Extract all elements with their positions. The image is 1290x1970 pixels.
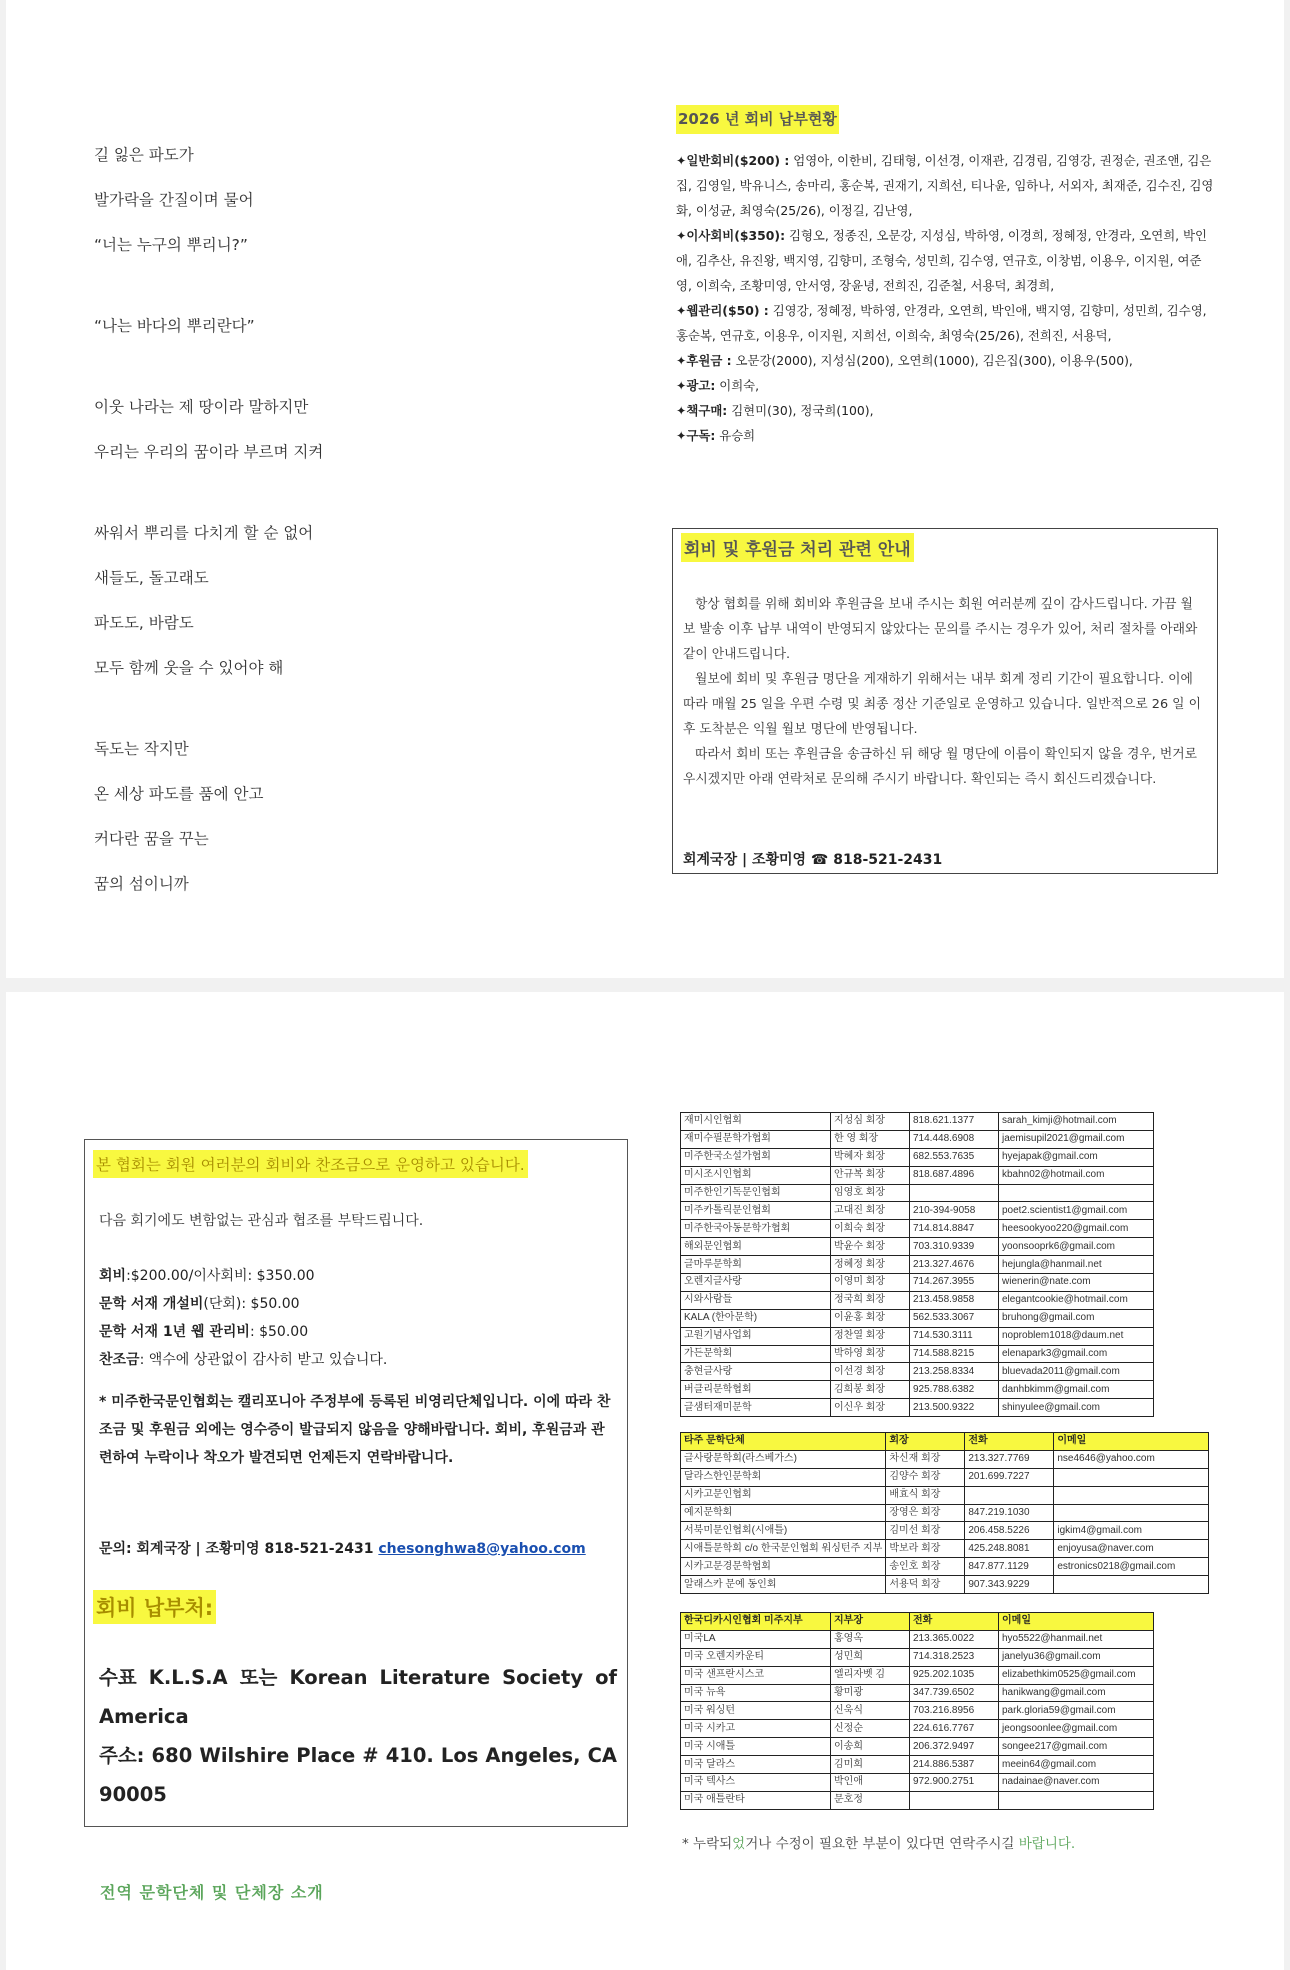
table-cell: wienerin@nate.com [999,1274,1154,1292]
notice-paragraph: 항상 협회를 위해 회비와 후원금을 보내 주시는 회원 여러분께 깊이 감사드립니다. 가끔 월보 발송 이후 납부 내역이 반영되지 않았다는 문의를 주시는 경우가 있어, 처리 절차를 아래와 같이 안내드립니다. [683,597,1198,662]
table-cell: 박혜자 회장 [831,1148,910,1166]
dues-item [676,348,1216,373]
fee-value: : 액수에 상관없이 감사히 받고 있습니다. [139,1352,388,1368]
table-row [681,1738,1154,1756]
table-cell: 시카고문경문학협회 [681,1558,886,1576]
table-cell: songee217@gmail.com [999,1738,1154,1756]
dues-item-label: ✦구독: [676,428,716,443]
table-cell: bluevada2011@gmail.com [999,1363,1154,1381]
table-cell: 703.216.8956 [910,1702,999,1720]
table-cell: 미국 달라스 [681,1756,831,1774]
table-cell: 안규복 회장 [831,1166,910,1184]
table-cell: 박하영 회장 [831,1345,910,1363]
table-cell: 엘리자벳 김 [831,1666,910,1684]
table-row [681,1666,1154,1684]
table-cell: 미국 시애틀 [681,1738,831,1756]
poem-line: 이웃 나라는 제 땅이라 말하지만 [94,398,309,416]
table-row [681,1450,1209,1468]
table-cell: 714.814.8847 [910,1220,999,1238]
table-cell: jaemisupil2021@gmail.com [999,1130,1154,1148]
dues-item-names: 유승희 [715,428,756,443]
table-cell: elizabethkim0525@gmail.com [999,1666,1154,1684]
table-cell: 글사랑문학회(라스베가스) [681,1450,886,1468]
poem-line: 새들도, 돌고래도 [94,569,209,587]
payment-title: 회비 납부처: [93,1590,216,1624]
table-row [681,1327,1154,1345]
poem-line: “나는 바다의 뿌리란다” [94,317,255,335]
table-cell: park.gloria59@gmail.com [999,1702,1154,1720]
table-cell: 해외문인협회 [681,1238,831,1256]
table-row [681,1522,1209,1540]
table-header-row [681,1433,1209,1451]
table-cell: 703.310.9339 [910,1238,999,1256]
table-cell: 미주한국아동문학가협회 [681,1220,831,1238]
dues-item [676,223,1216,298]
table-cell: 서북미문인협회(시애틀) [681,1522,886,1540]
table-cell: 이영미 회장 [831,1274,910,1292]
table-cell: 213.327.4676 [910,1256,999,1274]
dues-item-names: 엄영아, 이한비, 김태형, 이선경, 이재관, 김경림, 김영강, 권정순, 권조앤, 김은집, 김영일, 박유니스, 송마리, 홍순복, 권재기, 지희선, 티나윤, 임하나, 서외자, 최재준, 김수진, 김영화, 이성균, 최영숙(25/26), 이정길, 김난영, [676,153,1214,218]
table-cell: sarah_kimji@hotmail.com [999,1113,1154,1131]
table-row [681,1274,1154,1292]
table-cell: 214.886.5387 [910,1756,999,1774]
fee-row [99,1318,387,1346]
table-cell: 201.699.7227 [965,1468,1054,1486]
intro-banner: 본 협회는 회원 여러분의 회비와 찬조금으로 운영하고 있습니다. [93,1150,528,1178]
table-cell: 907.343.9229 [965,1576,1054,1594]
groups-intro-heading: 전역 문학단체 및 단체장 소개 [100,1883,324,1902]
notice-contact: 회계국장 | 조황미영 ☎ 818-521-2431 [683,852,943,868]
poem-line: 온 세상 파도를 품에 안고 [94,785,264,803]
table-cell: 213.327.7769 [965,1450,1054,1468]
table-cell: 213.258.8334 [910,1363,999,1381]
table-cell: elegantcookie@hotmail.com [999,1291,1154,1309]
poem [94,140,614,914]
table-row [681,1238,1154,1256]
table-row [681,1363,1154,1381]
table-cell: kbahn02@hotmail.com [999,1166,1154,1184]
notice-body [683,592,1205,792]
table-cell: bruhong@gmail.com [999,1309,1154,1327]
table-cell: 예지문학회 [681,1504,886,1522]
table-cell: shinyulee@gmail.com [999,1399,1154,1417]
table-row [681,1576,1209,1594]
dues-status-title: 2026 년 회비 납부현황 [676,105,839,134]
table-cell: 시애틀문학회 c/o 한국문인협회 워싱턴주 지부 [681,1540,886,1558]
contact-label: 문의: 회계국장 | 조황미영 818-521-2431 [99,1541,379,1557]
table-cell: nadainae@naver.com [999,1774,1154,1792]
contact-line [99,1538,586,1558]
table-cell: 206.372.9497 [910,1738,999,1756]
table-cell: 이선경 회장 [831,1363,910,1381]
table-cell: 정국희 회장 [831,1291,910,1309]
table-cell: danhbkimm@gmail.com [999,1381,1154,1399]
table-cell: 박인애 [831,1774,910,1792]
table-cell: 정찬열 회장 [831,1327,910,1345]
table-cell: 임영호 회장 [831,1184,910,1202]
table-row [681,1558,1209,1576]
table-cell: 이윤홍 회장 [831,1309,910,1327]
table-cell: 알래스카 문예 동인회 [681,1576,886,1594]
table-cell [965,1486,1054,1504]
table-row [681,1291,1154,1309]
table-cell: 박윤수 회장 [831,1238,910,1256]
table-row [681,1648,1154,1666]
table-cell: 682.553.7635 [910,1148,999,1166]
request-text: 다음 회기에도 변함없는 관심과 협조를 부탁드립니다. [99,1213,424,1229]
table-cell: 213.458.9858 [910,1291,999,1309]
table-header-cell: 회장 [886,1433,965,1451]
table-cell: 714.318.2523 [910,1648,999,1666]
table-cell [1054,1576,1209,1594]
notice-title: 회비 및 후원금 처리 관련 안내 [681,533,914,562]
notice-paragraph: 따라서 회비 또는 후원금을 송금하신 뒤 해당 월 명단에 이름이 확인되지 않을 경우, 번거로우시겠지만 아래 연락처로 문의해 주시기 바랍니다. 확인되는 즉시 회신드리겠습니다. [683,747,1197,787]
table-cell: hanikwang@gmail.com [999,1684,1154,1702]
table-cell: 213.365.0022 [910,1630,999,1648]
table-cell: 홍영옥 [831,1630,910,1648]
membership-info-box [84,1139,628,1827]
table-cell: 818.687.4896 [910,1166,999,1184]
table-cell: 562.533.3067 [910,1309,999,1327]
contact-email-link[interactable]: chesonghwa8@yahoo.com [378,1541,586,1557]
fee-value: : $50.00 [249,1324,309,1340]
table-cell: 문호정 [831,1791,910,1809]
fee-label: 문학 서재 개설비 [99,1296,204,1312]
table-cell [1054,1486,1209,1504]
out-of-state-groups-table [680,1432,1209,1594]
table-cell: 210-394-9058 [910,1202,999,1220]
table-cell: 서용덕 회장 [886,1576,965,1594]
table-cell: 이송희 [831,1738,910,1756]
table-cell: 송인호 회장 [886,1558,965,1576]
table-cell: 714.530.3111 [910,1327,999,1345]
table-cell: 가든문학회 [681,1345,831,1363]
fee-list [99,1262,387,1374]
fee-row [99,1346,387,1374]
dues-item-names: 김현미(30), 정국희(100), [727,403,874,418]
table-cell: 347.739.6502 [910,1684,999,1702]
dues-item [676,398,1216,423]
table-cell [1054,1504,1209,1522]
table-cell: 미국 텍사스 [681,1774,831,1792]
table-cell: 미국 워싱턴 [681,1702,831,1720]
table-cell: 장영은 회장 [886,1504,965,1522]
dues-item-label: ✦이사회비($350): [676,228,786,243]
table-cell: igkim4@gmail.com [1054,1522,1209,1540]
fee-label: 문학 서재 1년 웹 관리비 [99,1324,250,1340]
table-cell: 224.616.7767 [910,1720,999,1738]
table-cell: hyejapak@gmail.com [999,1148,1154,1166]
poem-line: 독도는 작지만 [94,740,189,758]
table-row [681,1791,1154,1809]
table-cell: 시카고문인협회 [681,1486,886,1504]
table-cell: 시와사람들 [681,1291,831,1309]
dues-item-names: 오문강(2000), 지성심(200), 오연희(1000), 김은집(300), 이용우(500), [731,353,1133,368]
poem-stanza-gap [94,275,614,311]
poem-stanza-gap [94,482,614,518]
table-cell: enjoyusa@naver.com [1054,1540,1209,1558]
table-cell: yoonsooprk6@gmail.com [999,1238,1154,1256]
table-cell: 미주한인기독문인협회 [681,1184,831,1202]
table-row [681,1399,1154,1417]
table-cell: 글마루문학회 [681,1256,831,1274]
table-cell [910,1791,999,1809]
dues-item-names: 김영강, 정혜정, 박하영, 안경라, 오연희, 박인애, 백지영, 김향미, 성민희, 김수영, 홍순복, 연규호, 이용우, 이지원, 지희선, 이희숙, 최영숙(25/26), 전희진, 서용덕, [676,303,1207,343]
table-cell: 미국 오렌지카운티 [681,1648,831,1666]
table-cell: 미시조시인협회 [681,1166,831,1184]
table-row [681,1468,1209,1486]
dues-item [676,298,1216,348]
poem-line: 모두 함께 웃을 수 있어야 해 [94,659,284,677]
poem-line: 꿈의 섬이니까 [94,875,189,893]
table-cell: poet2.scientist1@gmail.com [999,1202,1154,1220]
poem-line: “너는 누구의 뿌리니?” [94,236,248,254]
payment-details [99,1658,617,1814]
table-cell: 미주한국소설가협회 [681,1148,831,1166]
table-cell: 고대진 회장 [831,1202,910,1220]
poem-line: 길 잃은 파도가 [94,146,194,164]
table-footnote: * 누락되었거나 수정이 필요한 부분이 있다면 연락주시길 바랍니다. [682,1836,1076,1852]
table-cell: 김희봉 회장 [831,1381,910,1399]
table-cell: 신욱식 [831,1702,910,1720]
table-cell: 김미희 [831,1756,910,1774]
table-cell: meein64@gmail.com [999,1756,1154,1774]
table-cell [999,1184,1154,1202]
table-cell: 847.219.1030 [965,1504,1054,1522]
table-cell [910,1184,999,1202]
table-cell: 714.267.3955 [910,1274,999,1292]
table-header-cell: 지부장 [831,1613,910,1631]
table-cell: 오렌지글사랑 [681,1274,831,1292]
table-header-cell: 이메일 [999,1613,1154,1631]
table-row [681,1720,1154,1738]
table-cell: KALA (한아문학) [681,1309,831,1327]
table-cell: elenapark3@gmail.com [999,1345,1154,1363]
table-cell: 925.788.6382 [910,1381,999,1399]
dues-status [676,105,1216,448]
notice-paragraph: 월보에 회비 및 후원금 명단을 게재하기 위해서는 내부 회계 정리 기간이 필요합니다. 이에 따라 매월 25 일을 우편 수령 및 최종 정산 기준일로 운영하고 있습니다. 일반적으로 26 일 이후 도착분은 익월 월보 명단에 반영됩니다. [683,672,1201,737]
table-cell: 206.458.5226 [965,1522,1054,1540]
dues-item [676,423,1216,448]
fee-row [99,1262,387,1290]
table-row [681,1166,1154,1184]
table-row [681,1220,1154,1238]
table-cell: 714.448.6908 [910,1130,999,1148]
dues-status-list [676,148,1216,448]
table-row [681,1774,1154,1792]
table-cell: 213.500.9322 [910,1399,999,1417]
table-cell: 고원기념사업회 [681,1327,831,1345]
table-cell: estronics0218@gmail.com [1054,1558,1209,1576]
table-cell: 714.588.8215 [910,1345,999,1363]
payment-address: 주소: 680 Wilshire Place # 410. Los Angeles, CA 90005 [99,1744,617,1806]
dues-item-label: ✦일반회비($200) : [676,153,790,168]
table-cell: 신정순 [831,1720,910,1738]
poem-line: 커다란 꿈을 꾸는 [94,830,209,848]
table-cell: 925.202.1035 [910,1666,999,1684]
dues-item [676,373,1216,398]
poem-line: 발가락을 간질이며 물어 [94,191,254,209]
payment-payee: 수표 K.L.S.A 또는 Korean Literature Society of America [99,1666,617,1728]
table-row [681,1148,1154,1166]
local-groups-table [680,1112,1154,1417]
table-row [681,1702,1154,1720]
table-cell: 미국LA [681,1630,831,1648]
table-row [681,1381,1154,1399]
dues-item-label: ✦웹관리($50) : [676,303,769,318]
dues-item-label: ✦책구매: [676,403,728,418]
table-cell: 정혜정 회장 [831,1256,910,1274]
table-row [681,1130,1154,1148]
fee-row [99,1290,387,1318]
table-cell: janelyu36@gmail.com [999,1648,1154,1666]
table-cell: heesookyoo220@gmail.com [999,1220,1154,1238]
table-cell: 성민희 [831,1648,910,1666]
table-header-cell: 전화 [910,1613,999,1631]
table-cell: 충현글사랑 [681,1363,831,1381]
table-cell: 박보라 회장 [886,1540,965,1558]
table-row [681,1309,1154,1327]
poem-line: 파도도, 바람도 [94,614,194,632]
table-header-cell: 이메일 [1054,1433,1209,1451]
table-row [681,1113,1154,1131]
table-header-cell: 전화 [965,1433,1054,1451]
poem-line: 우리는 우리의 꿈이라 부르며 지켜 [94,443,324,461]
table-cell: hejungla@hanmail.net [999,1256,1154,1274]
table-cell: 재미수필문학가협회 [681,1130,831,1148]
table-cell: nse4646@yahoo.com [1054,1450,1209,1468]
poem-stanza-gap [94,698,614,734]
dica-branches-table [680,1612,1154,1810]
table-cell: 847.877.1129 [965,1558,1054,1576]
table-row [681,1202,1154,1220]
nonprofit-notice: * 미주한국문인협회는 캘리포니아 주정부에 등록된 비영리단체입니다. 이에 따라 찬조금 및 후원금 외에는 영수증이 발급되지 않음을 양해바랍니다. 회비, 후원금과 관련하여 누락이나 착오가 발견되면 언제든지 연락바랍니다. [99,1394,611,1466]
page-2 [6,992,1284,1970]
table-cell: 황미광 [831,1684,910,1702]
table-cell: noproblem1018@daum.net [999,1327,1154,1345]
page-1 [6,0,1284,978]
table-row [681,1630,1154,1648]
table-cell: hyo5522@hanmail.net [999,1630,1154,1648]
dues-item-names: 이희숙, [715,378,760,393]
poem-line: 싸워서 뿌리를 다치게 할 순 없어 [94,524,314,542]
table-cell: jeongsoonlee@gmail.com [999,1720,1154,1738]
table-header-cell: 한국디카시인협회 미주지부 [681,1613,831,1631]
dues-item-names: 김형오, 정종진, 오문강, 지성심, 박하영, 이경희, 정혜정, 안경라, 오연희, 박인애, 김추산, 유진왕, 백지영, 김향미, 조형숙, 성민희, 김수영, 연규호, 이창범, 이용우, 이지원, 여준영, 이희숙, 조황미영, 안서영, 장윤녕, 전희진, 김준철, 서용덕, 최경희, [676,228,1207,293]
table-row [681,1756,1154,1774]
table-row [681,1504,1209,1522]
table-row [681,1184,1154,1202]
table-cell [1054,1468,1209,1486]
dues-item-label: ✦후원금 : [676,353,732,368]
table-cell: 미국 시카고 [681,1720,831,1738]
table-cell: 425.248.8081 [965,1540,1054,1558]
table-cell: 지성심 회장 [831,1113,910,1131]
table-row [681,1540,1209,1558]
table-row [681,1345,1154,1363]
fee-label: 회비 [99,1268,127,1284]
table-row [681,1486,1209,1504]
table-cell: 차신재 회장 [886,1450,965,1468]
table-cell [999,1791,1154,1809]
table-cell: 버클리문학협회 [681,1381,831,1399]
table-row [681,1256,1154,1274]
fee-value: (단회): $50.00 [203,1296,300,1312]
table-cell: 이희숙 회장 [831,1220,910,1238]
table-cell: 972.900.2751 [910,1774,999,1792]
table-cell: 달라스한인문학회 [681,1468,886,1486]
table-cell: 한 영 회장 [831,1130,910,1148]
dues-item [676,148,1216,223]
table-cell: 김양수 회장 [886,1468,965,1486]
table-cell: 재미시인협회 [681,1113,831,1131]
table-header-row [681,1613,1154,1631]
table-row [681,1684,1154,1702]
table-cell: 미국 샌프란시스코 [681,1666,831,1684]
table-cell: 818.621.1377 [910,1113,999,1131]
dues-notice-box [672,528,1218,874]
fee-value: :$200.00/이사회비: $350.00 [126,1268,315,1284]
table-cell: 배효식 회장 [886,1486,965,1504]
table-header-cell: 타주 문학단체 [681,1433,886,1451]
fee-label: 찬조금 [99,1352,140,1368]
table-cell: 미주카톨릭문인협회 [681,1202,831,1220]
table-cell: 글샘터재미문학 [681,1399,831,1417]
table-cell: 이신우 회장 [831,1399,910,1417]
table-cell: 미국 뉴욕 [681,1684,831,1702]
poem-stanza-gap [94,356,614,392]
dues-item-label: ✦광고: [676,378,716,393]
table-cell: 김미선 회장 [886,1522,965,1540]
table-cell: 미국 애틀란타 [681,1791,831,1809]
